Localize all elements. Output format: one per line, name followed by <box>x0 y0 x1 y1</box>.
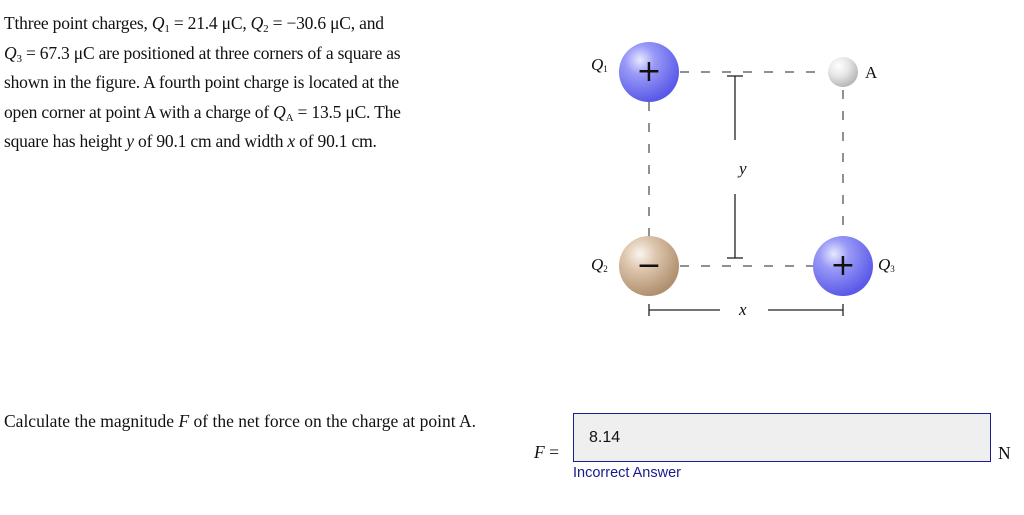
x-symbol: x <box>287 131 295 151</box>
problem-text-line5c: of 90.1 cm. <box>295 131 377 151</box>
q2-label-symbol: Q <box>591 255 604 274</box>
x-label: x <box>739 300 747 319</box>
problem-text-line5: square has height <box>4 131 127 151</box>
q3-symbol: Q <box>4 42 17 63</box>
q3-label-symbol: Q <box>878 255 891 274</box>
q1-label <box>591 56 608 74</box>
question-text-a: Calculate the magnitude <box>4 411 179 431</box>
answer-label-symbol: F <box>534 442 545 462</box>
qa-symbol: Q <box>273 101 286 122</box>
q1-symbol: Q <box>151 13 165 33</box>
question-text-b: of the net force on the charge at point A. <box>189 411 477 431</box>
q1-subscript: 1 <box>164 23 170 35</box>
q1-plus-sign: + <box>636 54 662 89</box>
answer-label <box>534 442 559 463</box>
q3-plus-sign: + <box>830 248 856 283</box>
problem-text: Tthree point charges, <box>4 13 152 33</box>
answer-label-equals: = <box>544 442 559 462</box>
question-text <box>4 407 484 436</box>
q2-minus-sign: − <box>636 248 662 283</box>
y-label: y <box>739 159 747 178</box>
q2-symbol: Q <box>250 13 264 33</box>
q1-value: = 21.4 μC, <box>169 13 251 33</box>
answer-input[interactable]: 8.14 <box>573 413 991 462</box>
answer-unit: N <box>998 443 1011 463</box>
f-symbol: F <box>178 411 190 431</box>
problem-statement <box>4 9 484 157</box>
q2-label <box>591 256 608 274</box>
q3-subscript: 3 <box>16 52 22 65</box>
q3-label-subscript: 3 <box>890 264 895 274</box>
problem-text-line5b: of 90.1 cm and width <box>133 131 288 151</box>
problem-text-line4: open corner at point A with a charge of <box>4 101 274 122</box>
q1-label-subscript: 1 <box>603 64 608 74</box>
problem-text-line3: shown in the figure. A fourth point charge is located at the <box>4 72 399 92</box>
answer-feedback: Incorrect Answer <box>573 465 681 481</box>
q2-label-subscript: 2 <box>603 264 608 274</box>
q1-label-symbol: Q <box>591 55 604 74</box>
qa-subscript: A <box>285 111 294 124</box>
q3-label <box>878 256 895 274</box>
qa-value: = 13.5 μC. The <box>293 101 401 122</box>
point-a-charge <box>828 57 858 87</box>
q2-subscript: 2 <box>263 23 269 35</box>
q2-value: = −30.6 μC, and <box>268 13 384 33</box>
point-a-label: A <box>865 63 878 82</box>
q3-value: = 67.3 μC are positioned at three corners of a square as <box>21 42 401 63</box>
y-symbol: y <box>126 131 134 151</box>
charge-square-figure <box>560 30 920 330</box>
